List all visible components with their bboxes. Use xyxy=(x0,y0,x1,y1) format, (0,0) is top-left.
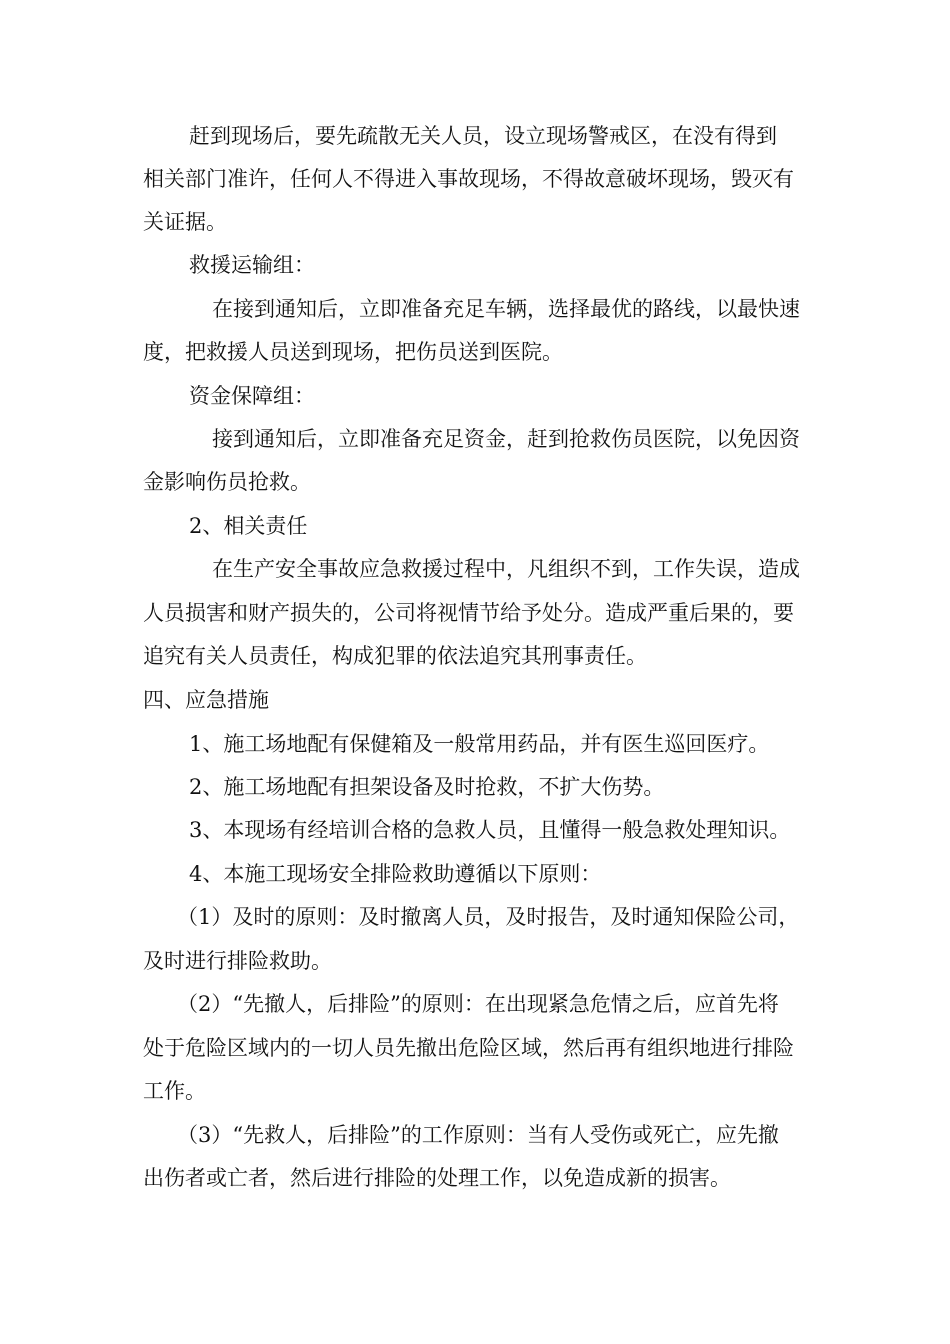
text-line: 4、本施工现场安全排险救助遵循以下原则： xyxy=(189,862,602,886)
text-line: （2）“先撤人，后排险”的原则：在出现紧急危情之后，应首先将 xyxy=(177,992,779,1016)
text-line: 在接到通知后，立即准备充足车辆，选择最优的路线，以最快速 xyxy=(212,297,800,321)
text-line: 3、本现场有经培训合格的急救人员，且懂得一般急救处理知识。 xyxy=(189,818,791,842)
text-line: 度，把救援人员送到现场，把伤员送到医院。 xyxy=(143,340,563,364)
text-line: 金影响伤员抢救。 xyxy=(143,470,311,494)
section-heading: 救援运输组： xyxy=(189,253,315,277)
text-line: （1）及时的原则：及时撤离人员，及时报告，及时通知保险公司， xyxy=(177,905,800,929)
text-line: 赶到现场后，要先疏散无关人员，设立现场警戒区，在没有得到 xyxy=(189,124,777,148)
text-line: 人员损害和财产损失的，公司将视情节给予处分。造成严重后果的，要 xyxy=(143,601,794,625)
text-line: 处于危险区域内的一切人员先撤出危险区域，然后再有组织地进行排险 xyxy=(143,1036,794,1060)
text-line: （3）“先救人，后排险”的工作原则：当有人受伤或死亡，应先撤 xyxy=(177,1123,779,1147)
text-line: 追究有关人员责任，构成犯罪的依法追究其刑事责任。 xyxy=(143,644,647,668)
section-heading: 2、相关责任 xyxy=(189,514,308,538)
text-line: 工作。 xyxy=(143,1079,206,1103)
text-line: 在生产安全事故应急救援过程中，凡组织不到，工作失误，造成 xyxy=(212,557,800,581)
text-line: 2、施工场地配有担架设备及时抢救，不扩大伤势。 xyxy=(189,775,665,799)
text-line: 相关部门准许，任何人不得进入事故现场，不得故意破坏现场，毁灭有 xyxy=(143,167,794,191)
text-line: 接到通知后，立即准备充足资金，赶到抢救伤员医院，以免因资 xyxy=(212,427,800,451)
text-line: 1、施工场地配有保健箱及一般常用药品，并有医生巡回医疗。 xyxy=(189,732,770,756)
text-line: 关证据。 xyxy=(143,210,227,234)
section-heading: 资金保障组： xyxy=(189,384,315,408)
section-heading: 四、应急措施 xyxy=(143,688,269,712)
text-line: 出伤者或亡者，然后进行排险的处理工作，以免造成新的损害。 xyxy=(143,1166,731,1190)
text-line: 及时进行排险救助。 xyxy=(143,949,332,973)
